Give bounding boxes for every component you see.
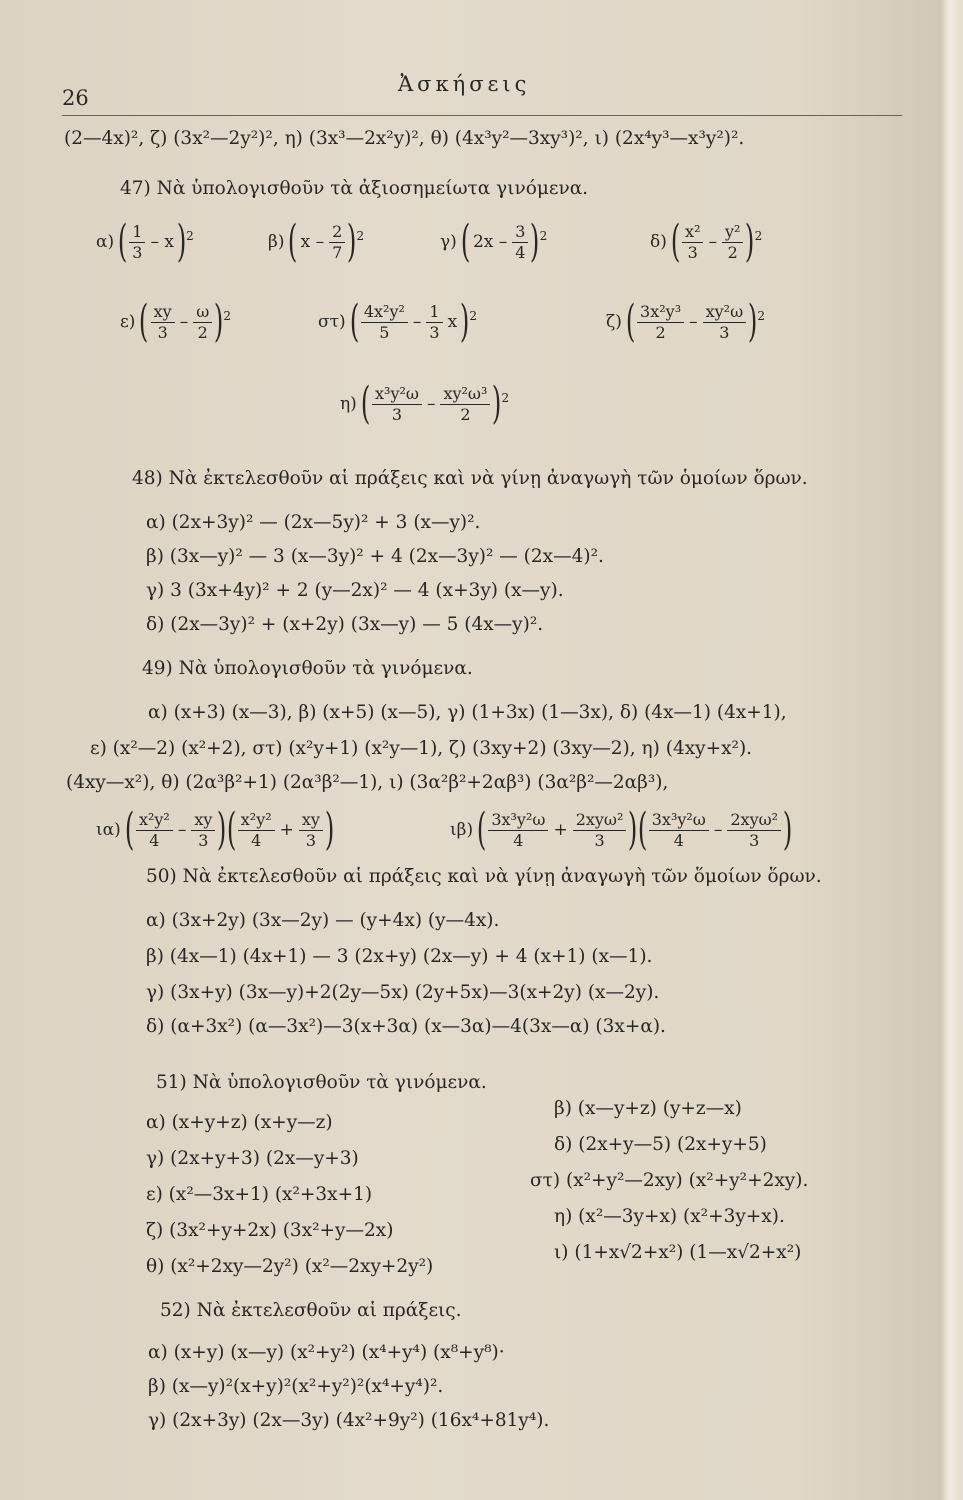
ex47-h: η) ( $\frac{\text{x³y²ω}}{3}$ – $\frac{\text{xy²ω³}}{2}$ ) 2	[340, 378, 510, 429]
ex49-line1: α) (x+3) (x—3), β) (x+5) (x—5), γ) (1+3x) (1—3x), δ) (4x—1) (4x+1),	[148, 702, 787, 723]
ex51-th: θ) (x²+2xy—2y²) (x²—2xy+2y²)	[146, 1256, 434, 1277]
exercise-51-heading: 51) Νὰ ὑπολογισθοῦν τὰ γινόμενα.	[156, 1072, 487, 1093]
ex47-z: ζ) ( $\frac{\text{3x²y³}}{2}$ – $\frac{\text{xy²ω}}{3}$ ) 2	[606, 296, 765, 347]
ex51-a: α) (x+y+z) (x+y—z)	[146, 1112, 333, 1133]
ex48-a: α) (2x+3y)² — (2x—5y)² + 3 (x—y)².	[146, 512, 481, 533]
exercise-52-heading: 52) Νὰ ἐκτελεσθοῦν αἱ πράξεις.	[160, 1300, 462, 1321]
page-number: 26	[62, 86, 89, 110]
exercise-50-heading: 50) Νὰ ἐκτελεσθοῦν αἱ πράξεις καὶ νὰ γίνῃ ἀναγωγὴ τῶν ὅμοίων ὅρων.	[146, 866, 822, 887]
ex51-d: δ) (2x+y—5) (2x+y+5)	[554, 1134, 767, 1155]
ex47-st: στ) ( $\frac{\text{4x²y²}}{5}$ – $\frac{1}{3}$ x ) 2	[318, 296, 477, 347]
ex47-a: α) ( $\frac{1}{3}$ – x ) 2	[96, 216, 194, 267]
continuation-line: (2—4x)², ζ) (3x²—2y²)², η) (3x³—2x²y)², θ) (4x³y²—3xy³)², ι) (2x⁴y³—x³y²)².	[64, 128, 745, 149]
ex47-c: γ) ( 2x – $\frac{3}{4}$ ) 2	[440, 216, 548, 267]
ex48-c: γ) 3 (3x+4y)² + 2 (y—2x)² — 4 (x+3y) (x—y).	[146, 580, 564, 601]
ex52-a: α) (x+y) (x—y) (x²+y²) (x⁴+y⁴) (x⁸+y⁸)·	[148, 1342, 505, 1363]
ex51-i: ι) (1+x√2+x²) (1—x√2+x²)	[554, 1242, 802, 1263]
ex51-b: β) (x—y+z) (y+z—x)	[554, 1098, 742, 1119]
ex50-c: γ) (3x+y) (3x—y)+2(2y—5x) (2y+5x)—3(x+2y) (x—2y).	[146, 982, 660, 1003]
ex52-b: β) (x—y)²(x+y)²(x²+y²)²(x⁴+y⁴)².	[148, 1376, 444, 1397]
ex49-ia: ια) ( $\frac{\text{x²y²}}{4}$ – $\frac{xy}{3}$ ) ( $\frac{\text{x²y²}}{4}$ + $\frac{xy}{3}$ )	[96, 804, 335, 855]
ex52-c: γ) (2x+3y) (2x—3y) (4x²+9y²) (16x⁴+81y⁴).	[148, 1410, 550, 1431]
ex50-d: δ) (α+3x²) (α—3x²)—3(x+3α) (x—3α)—4(3x—α) (3x+α).	[146, 1016, 666, 1037]
ex48-d: δ) (2x—3y)² + (x+2y) (3x—y) — 5 (4x—y)².	[146, 614, 544, 635]
ex47-b: β) ( x – $\frac{2}{7}$ ) 2	[268, 216, 365, 267]
ex48-b: β) (3x—y)² — 3 (x—3y)² + 4 (2x—3y)² — (2x—4)².	[146, 546, 604, 567]
page-edge	[940, 0, 963, 1500]
running-title: Ἀσκήσεις	[398, 72, 531, 96]
ex50-b: β) (4x—1) (4x+1) — 3 (2x+y) (2x—y) + 4 (x+1) (x—1).	[146, 946, 653, 967]
ex49-ib: ιβ) ( $\frac{\text{3x³y²ω}}{4}$ + $\frac{\text{2xyω²}}{3}$ ) ( $\frac{\text{3x³y²ω}}{4}$ – $\frac{\text{2xyω²}}{3}$ )	[450, 804, 793, 855]
ex47-d: δ) ( $\frac{\text{x²}}{3}$ – $\frac{\text{y²}}{2}$ ) 2	[650, 216, 763, 267]
ex51-z: ζ) (3x²+y+2x) (3x²+y—2x)	[146, 1220, 394, 1241]
ex51-e: ε) (x²—3x+1) (x²+3x+1)	[146, 1184, 373, 1205]
ex47-e: ε) ( $\frac{xy}{3}$ – $\frac{\omega}{2}$ ) 2	[120, 296, 232, 347]
ex49-line3: (4xy—x²), θ) (2α³β²+1) (2α³β²—1), ι) (3α²β²+2αβ³) (3α²β²—2αβ³),	[66, 772, 669, 793]
ex51-st: στ) (x²+y²—2xy) (x²+y²+2xy).	[530, 1170, 809, 1191]
exercise-48-heading: 48) Νὰ ἐκτελεσθοῦν αἱ πράξεις καὶ νὰ γίνῃ ἀναγωγὴ τῶν ὁμοίων ὅρων.	[132, 468, 808, 489]
exercise-47-heading: 47) Νὰ ὑπολογισθοῦν τὰ ἀξιοσημείωτα γινόμενα.	[120, 178, 589, 199]
ex51-h: η) (x²—3y+x) (x²+3y+x).	[554, 1206, 785, 1227]
ex51-c: γ) (2x+y+3) (2x—y+3)	[146, 1148, 359, 1169]
header-rule	[62, 115, 902, 116]
ex49-line2: ε) (x²—2) (x²+2), στ) (x²y+1) (x²y—1), ζ) (3xy+2) (3xy—2), η) (4xy+x²).	[90, 738, 753, 759]
ex50-a: α) (3x+2y) (3x—2y) — (y+4x) (y—4x).	[146, 910, 500, 931]
exercise-49-heading: 49) Νὰ ὑπολογισθοῦν τὰ γινόμενα.	[142, 658, 473, 679]
